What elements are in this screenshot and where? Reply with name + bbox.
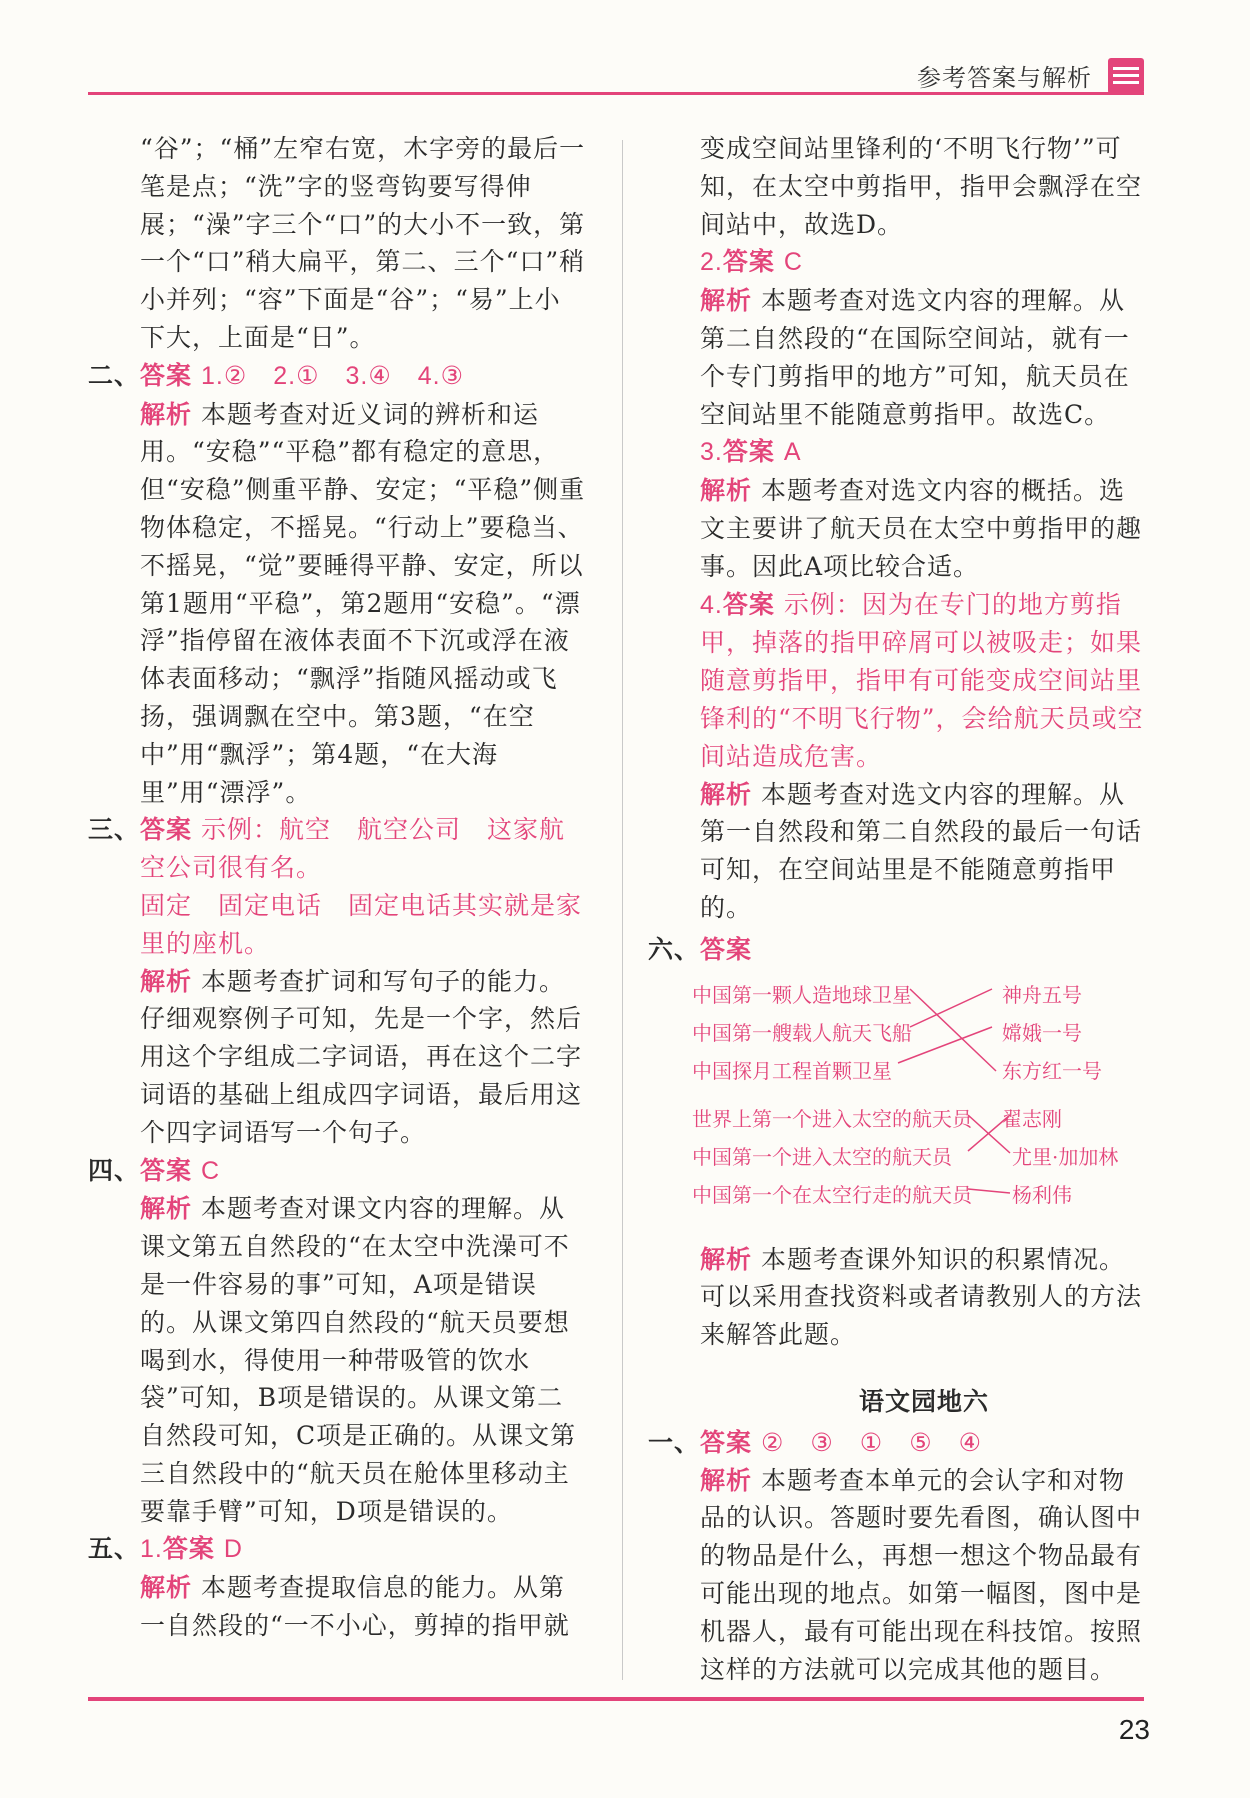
continued-paragraph: 变成空间站里锋利的‘不明飞行物’”可知，在太空中剪指甲，指甲会飘浮在空间站中，故选D。 [700,134,1143,239]
q3-answer [700,433,1148,472]
answer-label: 答案 [700,934,753,964]
analysis-label: 解析 [140,399,193,429]
analysis-label: 解析 [700,779,753,809]
section-number: 一、 [648,1427,701,1457]
question-number: 4. [700,590,723,619]
q2-analysis [700,282,1148,433]
analysis-text: 本题考查对选文内容的理解。从第一自然段和第二自然段的最后一句话可知，在空间站里是不能随意剪指甲的。 [700,779,1143,922]
analysis-text: 本题考查对课文内容的理解。从课文第五自然段的“在太空中洗澡可不是一件容易的事”可知，A项是错误的。从课文第四自然段的“航天员要想喝到水，得使用一种带吸管的饮水袋”可知，B项是错误的。从课文第二自然段可知，C项是正确的。从课文第三自然段中的“航天员在舱体里移动主要靠手臂”可知，D项是错误的。 [140,1194,577,1526]
analysis-text: 本题考查扩词和写句子的能力。仔细观察例子可知，先是一个字，然后用这个字组成二字词语，再在这个二字词语的基础上组成四字词语，最后用这个四字词语写一个句子。 [140,966,583,1147]
section-3-answer [88,811,586,887]
match-left-item: 中国第一个在太空行走的航天员 [692,1182,972,1207]
right-column [648,130,1148,1688]
match-left-item: 中国探月工程首颗卫星 [692,1058,892,1083]
analysis-label: 解析 [140,1194,193,1224]
answer-label: 答案 [140,360,193,390]
garden-title: 语文园地六 [858,1387,989,1416]
answer-label: 答案 [722,589,775,619]
section-2-analysis [88,396,586,812]
analysis-text: 本题考查本单元的会认字和对物品的认识。答题时要先看图，确认图中的物品是什么，再想一想这个物品最有可能出现的地点。如第一幅图，图中是机器人，最有可能出现在科技馆。按照这样的方法就可以完成其他的题目。 [700,1465,1143,1684]
footer-divider [88,1697,1144,1701]
match-right-item: 杨利伟 [1012,1182,1072,1207]
q2-answer [700,243,1148,282]
answer-text: C [200,1156,221,1185]
question-number: 3. [700,438,723,467]
section-5-analysis [88,1569,586,1645]
answer-text: 示例：航空 航空公司 这家航空公司很有名。 [140,815,565,883]
page-number: 23 [1118,1714,1150,1745]
left-column [88,130,586,1645]
answer-text: C [783,248,803,277]
answer-text: D [223,1535,243,1564]
analysis-label: 解析 [140,966,193,996]
section-5-answer [88,1530,586,1569]
analysis-text: 本题考查对选文内容的概括。选文主要讲了航天员在太空中剪指甲的趣事。因此A项比较合适。 [700,476,1143,581]
analysis-label: 解析 [700,1465,753,1495]
match-right-item: 嫦娥一号 [1002,1020,1082,1045]
match-right-item: 翟志刚 [1002,1106,1062,1131]
answer-label: 答案 [700,1427,753,1457]
section-3-analysis [88,963,586,1152]
intro-paragraph: “谷”；“桶”左窄右宽，木字旁的最后一笔是点；“洗”字的竖弯钩要写得伸展；“澡”字三个“口”的大小不一致，第一个“口”稍大扁平，第二、三个“口”稍小并列；“容”下面是“谷”；“易”上小下大，上面是“日”。 [140,134,586,352]
section-6-analysis [700,1241,1148,1354]
section-2-answer [88,357,586,396]
question-number: 2. [700,248,723,277]
q4-analysis [700,776,1148,927]
match-line [968,1189,1010,1193]
section-number: 二、 [88,360,141,390]
section-number: 五、 [88,1534,141,1564]
analysis-label: 解析 [700,476,753,506]
section-6-answer [648,931,1148,969]
answer-label: 答案 [162,1534,215,1564]
answer-text: ② ③ ① ⑤ ④ [760,1427,983,1457]
match-line [898,1027,992,1063]
question-number: 1. [140,1535,163,1564]
analysis-label: 解析 [700,1244,753,1274]
answer-text: 1.② 2.① 3.④ 4.③ [200,361,465,390]
match-left-item: 中国第一个进入太空的航天员 [692,1144,952,1169]
answer-text: 示例：因为在专门的地方剪指甲，掉落的指甲碎屑可以被吸走；如果随意剪指甲，指甲有可能变成空间站里锋利的“不明飞行物”，会给航天员或空间站造成危害。 [700,589,1144,771]
answer-label: 答案 [722,247,775,277]
match-left-item: 中国第一颗人造地球卫星 [692,982,912,1007]
section-3-answer-2: 固定 固定电话 固定电话其实就是家里的座机。 [140,890,583,958]
garden-answer [648,1424,1148,1462]
header-title: 参考答案与解析 [917,64,1092,92]
matching-diagram [692,977,1148,1229]
answer-label: 答案 [140,815,193,845]
book-icon [1108,58,1144,94]
header-divider [88,92,1144,95]
q4-answer [700,586,1148,776]
match-line [910,989,992,1027]
analysis-text: 本题考查课外知识的积累情况。可以采用查找资料或者请教别人的方法来解答此题。 [700,1244,1143,1350]
answer-label: 答案 [722,437,775,467]
q3-analysis [700,472,1148,585]
section-number: 三、 [88,815,141,845]
analysis-text: 本题考查对近义词的辨析和运用。“安稳”“平稳”都有稳定的意思，但“安稳”侧重平静、安定；“平稳”侧重物体稳定，不摇晃。“行动上”要稳当、不摇晃，“觉”要睡得平静、安定，所以第1题用“平稳”，第2题用“安稳”。“漂浮”指停留在液体表面不下沉或浮在液体表面移动；“飘浮”指随风摇动或飞扬，强调飘在空中。第3题，“在空中”用“飘浮”；第4题，“在大海里”用“漂浮”。 [140,399,586,807]
column-divider [622,140,623,1680]
answer-label: 答案 [140,1155,193,1185]
match-left-item: 世界上第一个进入太空的航天员 [692,1106,972,1131]
analysis-text: 本题考查对选文内容的理解。从第二自然段的“在国际空间站，就有一个专门剪指甲的地方”可知，航天员在空间站里不能随意剪指甲。故选C。 [700,286,1130,429]
analysis-text: 本题考查提取信息的能力。从第一自然段的“一不小心，剪掉的指甲就 [140,1573,570,1641]
section-4-answer [88,1152,586,1191]
analysis-label: 解析 [140,1573,193,1603]
match-right-item: 东方红一号 [1002,1058,1102,1083]
answer-text: A [783,438,802,467]
analysis-label: 解析 [700,286,753,316]
garden-analysis [700,1462,1148,1689]
section-4-analysis [88,1190,586,1530]
match-right-item: 尤里·加加林 [1012,1144,1119,1169]
section-number: 六、 [648,934,701,964]
match-left-item: 中国第一艘载人航天飞船 [692,1020,912,1045]
match-right-item: 神舟五号 [1002,982,1082,1007]
section-number: 四、 [88,1155,141,1185]
